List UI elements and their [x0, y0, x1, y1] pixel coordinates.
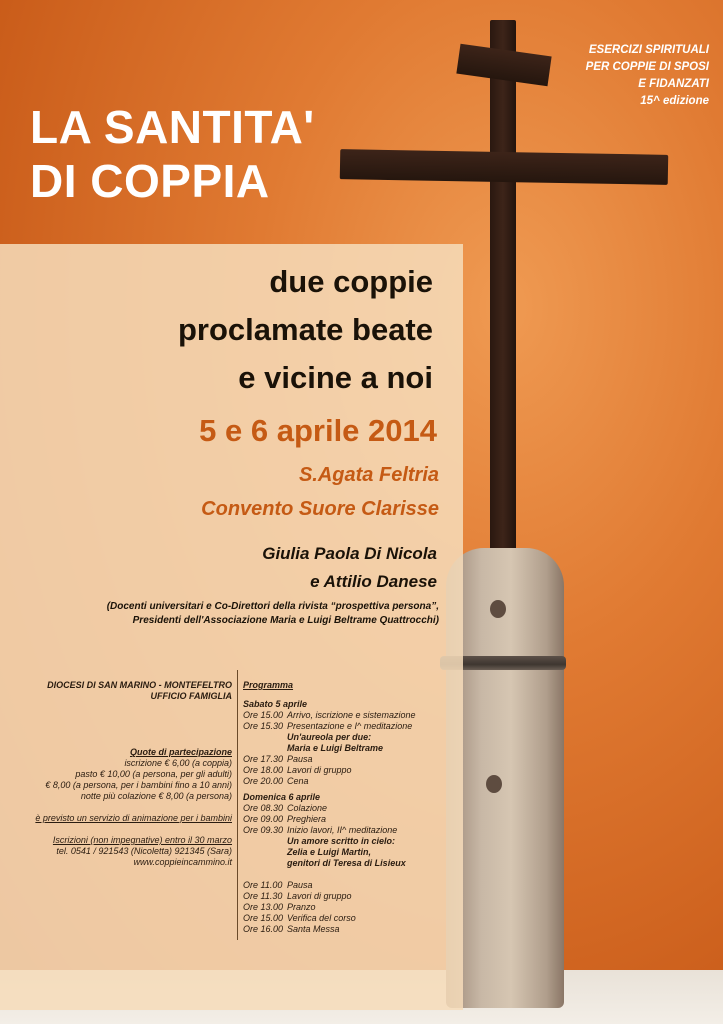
programme-row: [243, 825, 453, 836]
programme-time: Ore 16.00: [243, 924, 284, 934]
programme-time: Ore 18.00: [243, 765, 284, 775]
programme-time: Ore 13.00: [243, 902, 284, 912]
programme-activity: Pausa: [287, 754, 313, 764]
programme-heading: Programma: [243, 680, 294, 690]
programme-activity: Inizio lavori, II^ meditazione: [287, 825, 398, 835]
stone-column: [446, 548, 564, 1008]
programme-row: [243, 710, 453, 721]
programme-row: [243, 814, 453, 825]
speaker-roles: [107, 600, 439, 628]
programme-row: [243, 902, 453, 913]
kids-service-note: è previsto un servizio di animazione per i bambini: [35, 813, 232, 823]
fee-line: notte più colazione € 8,00 (a persona): [80, 791, 232, 801]
organizer-diocese: DIOCESI DI SAN MARINO - MONTEFELTRO: [47, 680, 232, 690]
role-line: Presidenti dell'Associazione Maria e Luigi Beltrame Quattrocchi): [132, 615, 439, 626]
programme-row: [243, 754, 453, 765]
programme-time: [243, 836, 287, 847]
role-line: (Docenti universitari e Co-Direttori della rivista “prospettiva persona”,: [106, 601, 439, 612]
cross-vertical-beam: [490, 20, 516, 560]
column-hole: [490, 600, 506, 618]
programme-time: Ore 11.30: [243, 891, 283, 901]
title-line: LA SANTITA': [30, 101, 315, 153]
fee-line: pasto € 10,00 (a persona, per gli adulti): [75, 769, 232, 779]
speakers: [262, 540, 437, 596]
programme-time: Ore 11.00: [243, 880, 283, 890]
programme-time: [243, 869, 287, 880]
programme-row: [243, 803, 453, 814]
programme-time: [243, 732, 287, 743]
main-title: [30, 100, 315, 208]
programme-activity: Lavori di gruppo: [287, 891, 352, 901]
programme-day: Domenica 6 aprile: [243, 792, 321, 802]
subtitle: [178, 258, 433, 402]
programme-row: [243, 847, 453, 858]
place-venue: Convento Suore Clarisse: [201, 498, 439, 520]
programme-row: [243, 776, 453, 787]
programme-time: Ore 17.30: [243, 754, 284, 764]
column-divider: [237, 670, 238, 940]
programme-activity: Lavori di gruppo: [287, 765, 352, 775]
programme-activity: Preghiera: [287, 814, 327, 824]
programme-time: Ore 08.30: [243, 803, 284, 813]
cross-horizontal-beam: [340, 149, 668, 185]
programme-activity: Verifica del corso: [287, 913, 356, 923]
programme-activity: Zelia e Luigi Martin,: [287, 847, 372, 857]
programme-time: Ore 09.30: [243, 825, 284, 835]
series-line: PER COPPIE DI SPOSI: [585, 61, 709, 73]
series-edition: 15^ edizione: [640, 95, 709, 107]
programme-row: [243, 743, 453, 754]
programme-row: [243, 869, 453, 880]
programme-activity: Santa Messa: [287, 924, 340, 934]
series-line: ESERCIZI SPIRITUALI: [588, 44, 709, 56]
programme-row: [243, 858, 453, 869]
programme-time: Ore 15.00: [243, 710, 284, 720]
title-line: DI COPPIA: [30, 155, 270, 207]
fee-line: iscrizione € 6,00 (a coppia): [124, 758, 232, 768]
programme-time: [243, 847, 287, 858]
programme-activity: Arrivo, iscrizione e sistemazione: [287, 710, 416, 720]
event-date: 5 e 6 aprile 2014: [199, 413, 437, 448]
fee-line: € 8,00 (a persona, per i bambini fino a 10 anni): [45, 780, 232, 790]
programme-activity: Un amore scritto in cielo:: [287, 836, 396, 846]
practical-info: [4, 680, 232, 868]
programme-activity: Maria e Luigi Beltrame: [287, 743, 384, 753]
programme-time: [243, 743, 287, 754]
programme-row: [243, 880, 453, 891]
programme-activity: genitori di Teresa di Lisieux: [287, 858, 406, 868]
speaker-name: e Attilio Danese: [310, 572, 437, 591]
programme-activity: Presentazione e I^ meditazione: [287, 721, 413, 731]
programme-row: [243, 836, 453, 847]
programme-time: Ore 15.00: [243, 913, 284, 923]
programme-row: [243, 732, 453, 743]
programme-activity: Cena: [287, 776, 309, 786]
signup-deadline: Iscrizioni (non impegnative) entro il 30 marzo: [52, 835, 232, 845]
programme-time: Ore 09.00: [243, 814, 284, 824]
event-place: [201, 458, 439, 526]
programme-row: [243, 721, 453, 732]
signup-phone: tel. 0541 / 921543 (Nicoletta) 921345 (Sara): [56, 846, 232, 856]
programme-row: [243, 924, 453, 935]
programme-time: [243, 858, 287, 869]
programme-day: Sabato 5 aprile: [243, 699, 308, 709]
programme-row: [243, 913, 453, 924]
organizer-office: UFFICIO FAMIGLIA: [150, 691, 232, 701]
speaker-name: Giulia Paola Di Nicola: [262, 544, 437, 563]
programme-activity: Pausa: [287, 880, 313, 890]
subtitle-line: proclamate beate: [178, 312, 433, 347]
column-hole: [486, 775, 502, 793]
subtitle-line: due coppie: [269, 264, 433, 299]
programme-activity: Colazione: [287, 803, 328, 813]
series-label: [586, 42, 709, 110]
series-line: E FIDANZATI: [638, 78, 709, 90]
programme-activity: Pranzo: [287, 902, 316, 912]
place-town: S.Agata Feltria: [298, 464, 439, 486]
fees-heading: Quote di partecipazione: [129, 747, 232, 757]
website-link[interactable]: www.coppieincammino.it: [133, 857, 232, 867]
programme-time: Ore 20.00: [243, 776, 284, 786]
programme-activity: Un'aureola per due:: [287, 732, 372, 742]
programme-time: Ore 15.30: [243, 721, 284, 731]
subtitle-line: e vicine a noi: [238, 360, 433, 395]
programme: [243, 680, 453, 935]
programme-row: [243, 891, 453, 902]
programme-row: [243, 765, 453, 776]
